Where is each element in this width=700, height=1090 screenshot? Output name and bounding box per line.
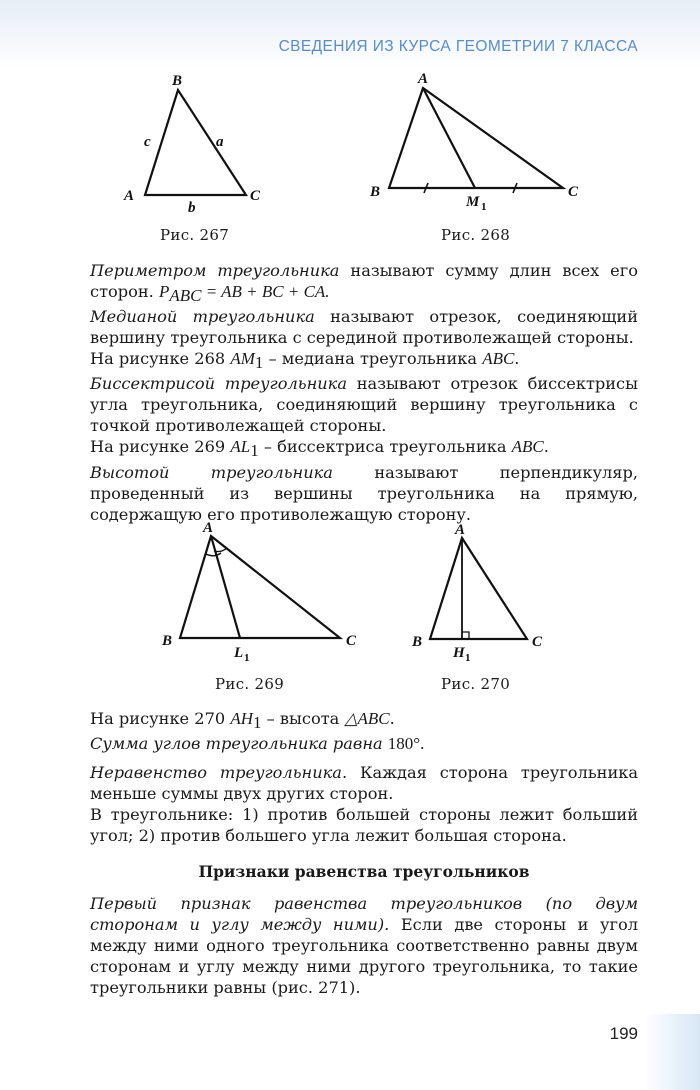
bisector-example: На рисунке 269 $AL_1$ – биссектриса треугольника ABC. — [90, 437, 549, 461]
bisector-definition: Биссектрисой треугольника называют отрезок биссектрисы угла треугольника, соединяющий вершину треугольника с точкой противолежащей стороны. — [90, 374, 639, 436]
median-definition: Медианой треугольника называют отрезок, соединяющий вершину треугольника с серединой противолежащей стороны. — [90, 307, 638, 348]
triangle-abc — [430, 538, 527, 639]
figure-267 — [115, 66, 275, 216]
point-h1-subscript: 1 — [465, 652, 471, 664]
figure-270 — [405, 520, 555, 665]
point-l1-label: L — [234, 645, 244, 661]
term-altitude: Высотой треугольника — [90, 462, 333, 482]
point-m1-label: M — [466, 194, 480, 210]
vertex-b-label: B — [370, 184, 381, 200]
vertex-a-label: A — [455, 522, 466, 538]
side-b-label: b — [188, 200, 196, 216]
figure-267-caption: Рис. 267 — [160, 226, 230, 244]
vertex-b-label: B — [162, 633, 173, 649]
term-median: Медианой треугольника — [90, 307, 315, 327]
triangle-abc — [180, 536, 340, 638]
term-first-criterion: Первый признак равенства треугольников (по двум сторонам и углу между ними). — [90, 894, 638, 934]
altitude-and-angle-block — [90, 708, 638, 754]
vertex-c-label: C — [250, 188, 261, 204]
term-perimeter: Периметром треугольника — [90, 261, 340, 280]
median-am1 — [423, 88, 475, 188]
side-c-label: c — [144, 134, 151, 150]
altitude-example: На рисунке 270 $AH_1$ – высота △ABC. — [90, 709, 395, 733]
vertex-b-label: B — [172, 73, 183, 89]
triangle-abc — [389, 88, 563, 188]
median-example: На рисунке 268 $AM_1$ – медиана треугольника ABC. — [90, 349, 520, 373]
figure-268 — [365, 66, 595, 216]
definitions-block — [90, 260, 638, 525]
point-m1-subscript: 1 — [481, 201, 487, 213]
figure-270-caption: Рис. 270 — [441, 675, 511, 693]
vertex-c-label: C — [346, 633, 357, 649]
section-heading: Признаки равенства треугольников — [198, 862, 530, 881]
header-band — [0, 0, 700, 70]
triangle-abc — [145, 90, 246, 195]
sides-angles-relation: В треугольнике: 1) против большей стороны лежит больший угол; 2) против большего угла лежит большая сторона. — [90, 805, 638, 845]
angle-sum-statement: Сумма углов треугольника равна 180°. — [90, 734, 425, 754]
vertex-a-label: A — [124, 188, 135, 204]
perimeter-definition: Периметром треугольника называют сумму длин всех его сторон. $P_{ABC}$ = AB + BC + CA. — [90, 261, 638, 306]
angle-arc — [206, 553, 221, 556]
side-a-label: a — [216, 134, 224, 150]
first-criterion-block — [90, 893, 638, 998]
figure-268-caption: Рис. 268 — [441, 226, 511, 244]
term-inequality: Неравенство треугольника. — [90, 763, 348, 782]
running-header: СВЕДЕНИЯ ИЗ КУРСА ГЕОМЕТРИИ 7 КЛАССА — [278, 38, 638, 55]
vertex-a-label: A — [418, 71, 429, 87]
point-h1-label: H — [453, 645, 465, 661]
figure-269 — [160, 520, 370, 665]
figure-269-caption: Рис. 269 — [215, 675, 285, 693]
vertex-c-label: C — [568, 184, 579, 200]
page-corner-band — [644, 1014, 700, 1090]
altitude-definition: Высотой треугольника называют перпендикуляр, проведенный из вершины треугольника на прямую, содержащую его противолежащую сторону. — [90, 462, 638, 524]
term-bisector: Биссектрисой треугольника — [90, 374, 347, 394]
vertex-b-label: B — [412, 634, 423, 650]
page-number: 199 — [609, 1024, 638, 1043]
vertex-c-label: C — [532, 634, 543, 650]
inequality-block — [90, 762, 638, 846]
triangle-inequality: Неравенство треугольника. Каждая сторона треугольника меньше суммы двух других сторон. — [90, 763, 638, 803]
vertex-a-label: A — [203, 520, 214, 536]
first-criterion: Первый признак равенства треугольников (по двум сторонам и углу между ними). Если две стороны и угол между ними одного треугольника соответственно равны двум сторонам и углу между ними другого треугольника, то такие треугольники равны (рис. 271). — [90, 894, 638, 997]
point-l1-subscript: 1 — [244, 652, 250, 664]
